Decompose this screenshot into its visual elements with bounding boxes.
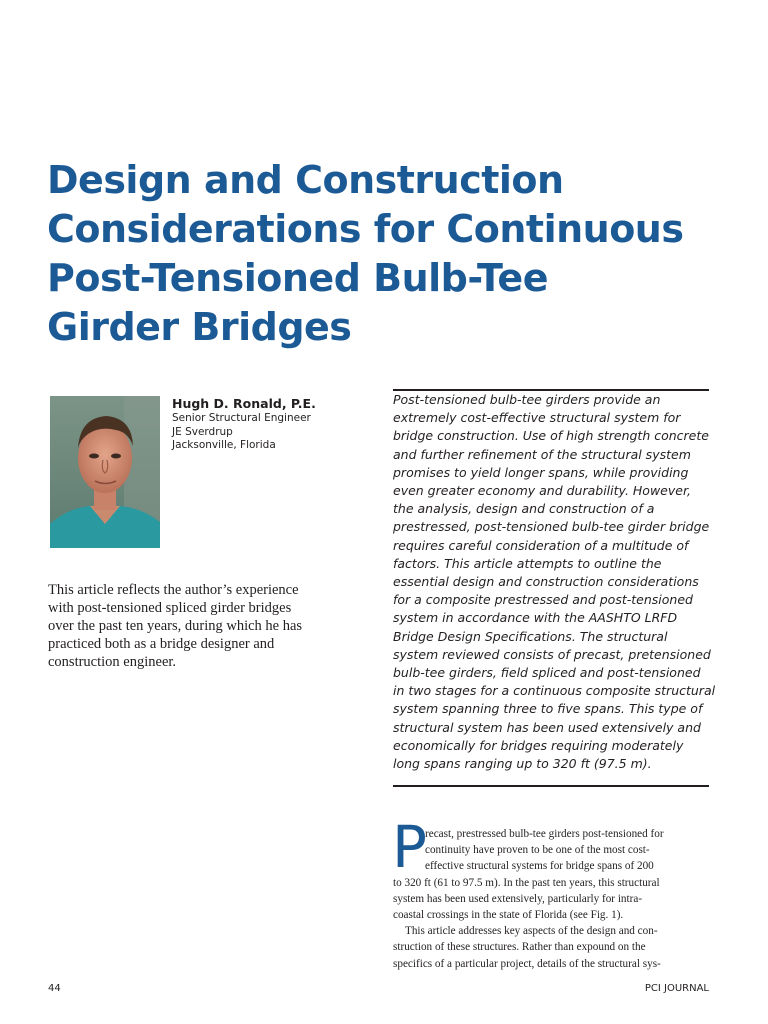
abstract-line: the analysis, design and construction of a <box>393 501 655 517</box>
title-line: Post-Tensioned Bulb-Tee <box>47 256 548 300</box>
abstract-line: requires careful consideration of a multitude of <box>393 537 689 553</box>
abstract-line: even greater economy and durability. However, <box>393 483 691 499</box>
body-line: continuity have proven to be one of the most cost- <box>425 844 650 857</box>
body-line: recast, prestressed bulb-tee girders post-tensioned for <box>425 828 664 840</box>
journal-name: PCI JOURNAL <box>644 983 709 994</box>
abstract-line: for a composite prestressed and post-tensioned <box>393 592 693 608</box>
abstract-line: essential design and construction considerations <box>393 574 699 590</box>
author-portrait-image <box>50 396 160 548</box>
body-line: struction of these structures. Rather than expound on the <box>393 941 646 954</box>
drop-cap: P <box>392 813 427 881</box>
author-bio <box>48 581 338 671</box>
abstract-line: system reviewed consists of precast, pretensioned <box>393 646 711 662</box>
body-line: system has been used extensively, particularly for intra- <box>393 892 643 905</box>
title-line: Considerations for Continuous <box>47 207 684 251</box>
abstract-line: Bridge Design Specifications. The structural <box>393 628 668 644</box>
author-position: Senior Structural Engineer <box>172 412 311 424</box>
abstract-line: prestressed, post-tensioned bulb-tee girder bridge <box>393 519 710 535</box>
title-line: Design and Construction <box>47 158 564 202</box>
abstract-line: bulb-tee girders, field spliced and post-tensioned <box>393 665 701 681</box>
author-name: Hugh D. Ronald, P.E. <box>172 396 316 411</box>
abstract-bottom-rule <box>393 785 709 787</box>
abstract-line: factors. This article attempts to outline the <box>393 555 662 571</box>
abstract-line: bridge construction. Use of high strength concrete <box>393 428 709 444</box>
abstract-line: in two stages for a continuous composite structural <box>393 683 716 699</box>
body-text <box>393 826 709 972</box>
author-location: Jacksonville, Florida <box>172 439 276 451</box>
abstract-line: system in accordance with the AASHTO LRFD <box>393 610 678 626</box>
abstract-line: Post-tensioned bulb-tee girders provide an <box>393 392 661 407</box>
page-number: 44 <box>48 983 61 994</box>
abstract-line: and further refinement of the structural system <box>393 446 691 462</box>
author-photo <box>50 396 160 548</box>
bio-line: This article reflects the author’s experience <box>48 582 299 598</box>
author-company: JE Sverdrup <box>172 425 233 438</box>
author-info <box>172 396 372 453</box>
bio-line: construction engineer. <box>48 654 177 670</box>
abstract-line: structural system has been used extensively and <box>393 719 701 735</box>
article-title <box>47 156 687 352</box>
body-line: This article addresses key aspects of the design and con- <box>405 925 658 938</box>
bio-line: over the past ten years, during which he has <box>48 618 303 634</box>
body-line: coastal crossings in the state of Florida (see Fig. 1). <box>393 909 624 922</box>
abstract-line: long spans ranging up to 320 ft (97.5 m). <box>393 756 652 772</box>
bio-line: with post-tensioned spliced girder bridges <box>48 600 292 616</box>
title-line: Girder Bridges <box>47 305 352 349</box>
abstract-line: system spanning three to five spans. This type of <box>393 701 703 717</box>
abstract-line: economically for bridges requiring moderately <box>393 737 684 753</box>
abstract <box>393 391 716 773</box>
abstract-line: extremely cost-effective structural system for <box>393 410 681 426</box>
abstract-line: promises to yield longer spans, while providing <box>393 464 689 480</box>
bio-line: practiced both as a bridge designer and <box>48 636 275 652</box>
body-line: to 320 ft (61 to 97.5 m). In the past ten years, this structural <box>393 876 660 889</box>
body-line: specifics of a particular project, details of the structural sys- <box>393 957 661 970</box>
body-line: effective structural systems for bridge spans of 200 <box>425 860 654 873</box>
